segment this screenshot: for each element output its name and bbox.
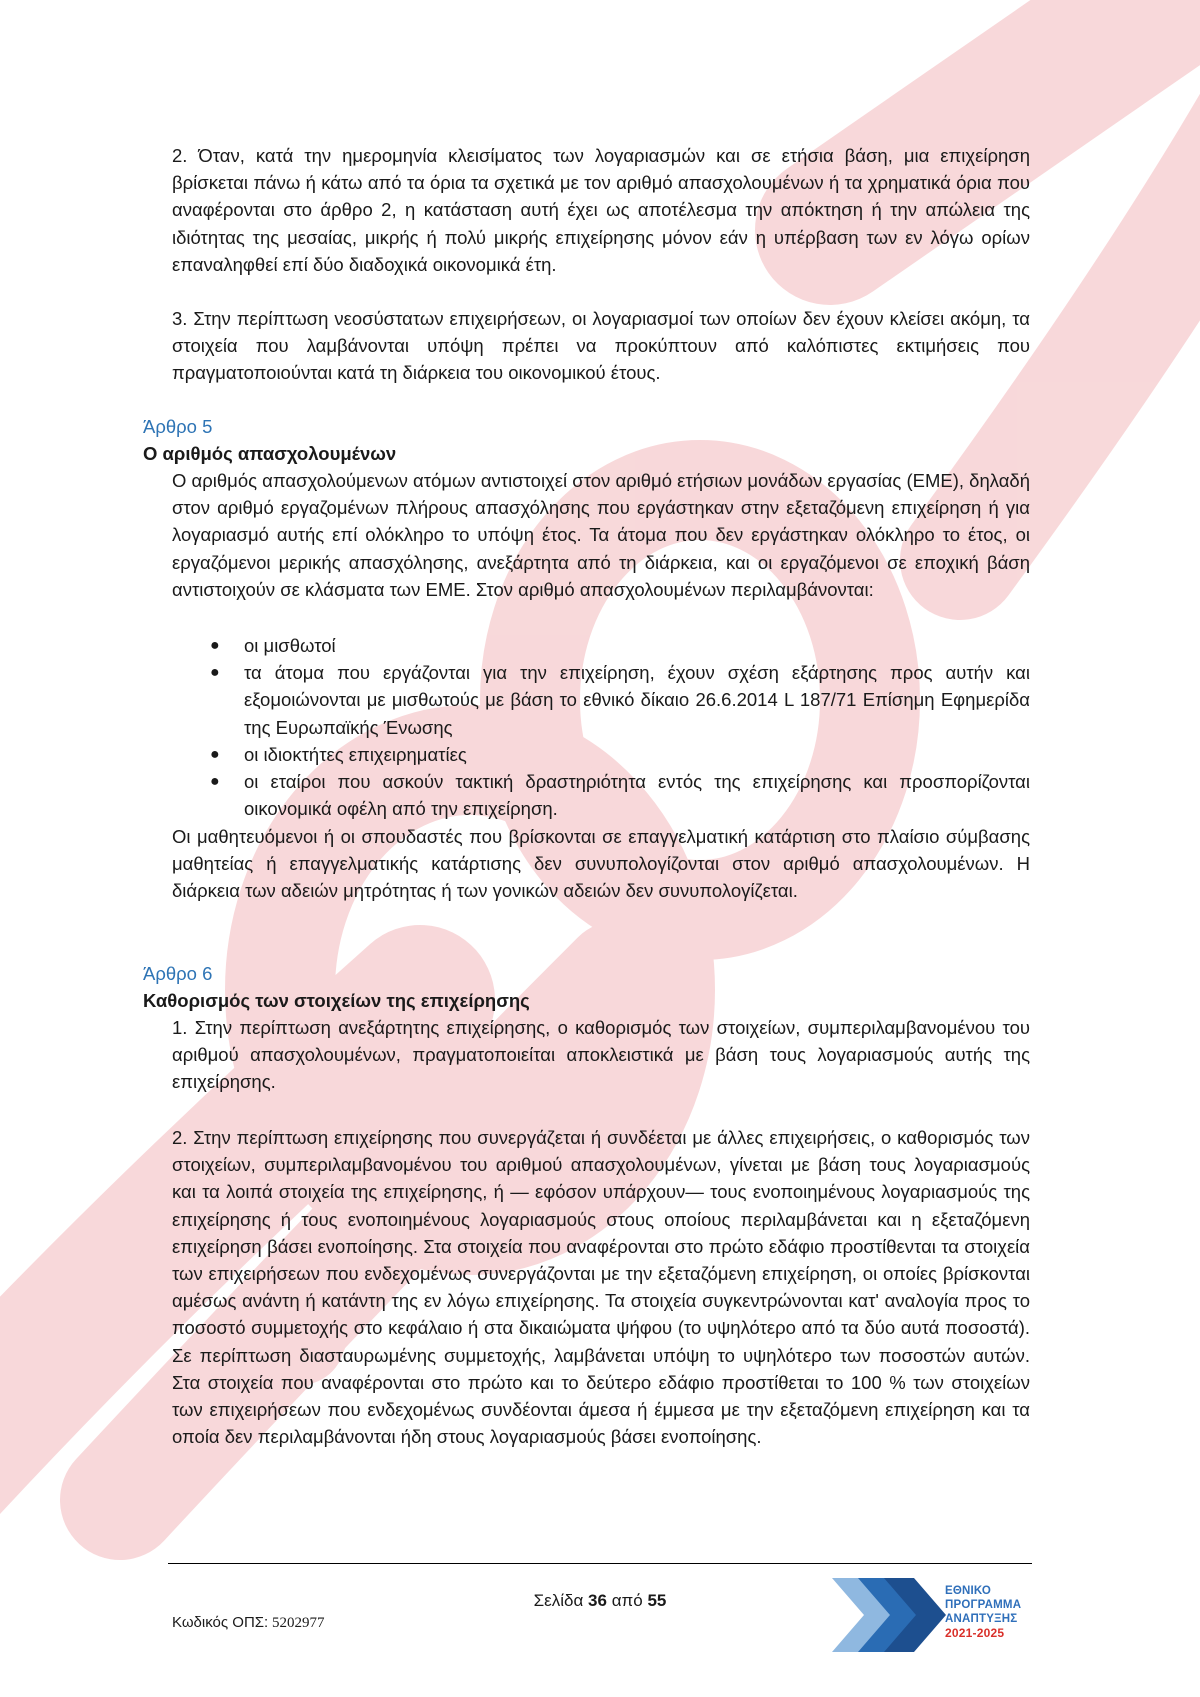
bullet-icon: ● (210, 637, 220, 654)
article-5-heading: Άρθρο 5 (143, 416, 213, 437)
list-item: ● τα άτομα που εργάζονται για την επιχείρηση, έχουν σχέση εξάρτησης προς αυτήν και εξομοιώνονται με μισθωτούς με βάση το εθνικό δίκαιο 26.6.2014 L 187/71 Επίσημη Εφημερίδα της Ευρωπαϊκής Ένωσης (172, 659, 1030, 741)
page-number: Σελίδα 36 από 55 (533, 1591, 667, 1610)
list-item: ● οι εταίροι που ασκούν τακτική δραστηριότητα εντός της επιχείρησης και προσπορίζονται οικονομικά οφέλη από την επιχείρηση. (172, 768, 1030, 822)
article-5-outro: Οι μαθητευόμενοι ή οι σπουδαστές που βρίσκονται σε επαγγελματική κατάρτιση στο πλαίσιο σύμβασης μαθητείας ή επαγγελματικής κατάρτισης δεν συνυπολογίζονται στον αριθμό απασχολουμένων. Η διάρκεια των αδειών μητρότητας ή των γονικών αδειών δεν συνυπολογίζεται. (172, 826, 1030, 902)
list-item: ● οι ιδιοκτήτες επιχειρηματίες (172, 741, 1030, 768)
paragraph-3: 3. Στην περίπτωση νεοσύστατων επιχειρήσεων, οι λογαριασμοί των οποίων δεν έχουν κλείσει ακόμη, τα στοιχεία που λαμβάνονται υπόψη πρέπει να προκύπτουν από καλόπιστες εκτιμήσεις που πραγματοποιούνται κατά τη διάρκεια του οικονομικού έτους. (172, 308, 1030, 384)
bullet-icon: ● (210, 664, 220, 682)
paragraph-2: 2. Όταν, κατά την ημερομηνία κλεισίματος των λογαριασμών και σε ετήσια βάση, μια επιχείρηση βρίσκεται πάνω ή κάτω από τα όρια τα σχετικά με τον αριθμό απασχολουμένων ή τα χρηματικά όρια που αναφέρονται στο άρθρο 2, η κατάσταση αυτή έχει ως αποτέλεσμα την απόκτηση ή την απώλεια της ιδιότητας της μεσαίας, μικρής ή πολύ μικρής επιχείρησης μόνον εάν η υπέρβαση των εν λόγω ορίων επαναληφθεί επί δύο διαδοχικά οικονομικά έτη. (172, 145, 1030, 275)
article-5-intro: Ο αριθμός απασχολούμενων ατόμων αντιστοιχεί στον αριθμό ετήσιων μονάδων εργασίας (ΕΜΕ), δηλαδή στον αριθμό εργαζομένων πλήρους απασχόλησης που εργάστηκαν στην εξεταζόμενη επιχείρηση ή για λογαριασμό αυτής επί ολόκληρο το υπόψη έτος. Τα άτομα που δεν εργάστηκαν ολόκληρο το έτος, οι εργαζόμενοι μερικής απασχόλησης, ανεξάρτητα από τη διάρκεια, και οι εργαζόμενοι σε εποχική βάση αντιστοιχούν σε κλάσματα των ΕΜΕ. Στον αριθμό απασχολουμένων περιλαμβάνονται: (172, 470, 1030, 600)
article-5-subtitle: Ο αριθμός απασχολουμένων (143, 443, 397, 464)
program-logo-text: ΕΘΝΙΚΟ ΠΡΟΓΡΑΜΜΑ ΑΝΑΠΤΥΞΗΣ 2021-2025 (945, 1585, 1022, 1640)
footer-divider (168, 1563, 1032, 1564)
article-6-heading: Άρθρο 6 (143, 963, 213, 984)
employee-categories-list (172, 632, 1030, 822)
article-6-subtitle: Καθορισμός των στοιχείων της επιχείρησης (143, 990, 530, 1011)
list-item: ● οι μισθωτοί (172, 632, 1030, 659)
bullet-icon: ● (210, 773, 220, 791)
article-6-paragraph-1: 1. Στην περίπτωση ανεξάρτητης επιχείρησης, ο καθορισμός των στοιχείων, συμπεριλαμβανομένου του αριθμού απασχολουμένων, πραγματοποιείται αποκλειστικά με βάση τους λογαριασμούς αυτής της επιχείρησης. (172, 1017, 1030, 1093)
article-6-paragraph-2: 2. Στην περίπτωση επιχείρησης που συνεργάζεται ή συνδέεται με άλλες επιχειρήσεις, ο καθορισμός των στοιχείων, συμπεριλαμβανομένου του αριθμού απασχολουμένων, γίνεται με βάση τους λογαριασμούς και τα λοιπά στοιχεία της επιχείρησης, ή — εφόσον υπάρχουν— τους ενοποιημένους λογαριασμούς της επιχείρησης ή τους ενοποιημένους λογαριασμούς στους οποίους περιλαμβάνεται και η εξεταζόμενη επιχείρηση βάσει ενοποίησης. Στα στοιχεία που αναφέρονται στο πρώτο εδάφιο προστίθενται τα στοιχεία των επιχειρήσεων που ενδεχομένως συνεργάζονται με την εξεταζόμενη επιχείρηση, οι οποίες βρίσκονται αμέσως ανάντη ή κατάντη της εν λόγω επιχείρησης. Τα στοιχεία συγκεντρώνονται κατ' αναλογία προς το ποσοστό συμμετοχής στο κεφάλαιο ή στα δικαιώματα ψήφου (το υψηλότερο από τα δύο αυτά ποσοστά). Σε περίπτωση διασταυρωμένης συμμετοχής, λαμβάνεται υπόψη το υψηλότερο των ποσοστών αυτών. Στα στοιχεία που αναφέρονται στο πρώτο και το δεύτερο εδάφιο προστίθεται το 100 % των στοιχείων των επιχειρήσεων που ενδεχομένως συνδέονται άμεσα ή έμμεσα με την εξεταζόμενη επιχείρηση και τα οποία δεν περιλαμβάνονται ήδη στους λογαριασμούς βάσει ενοποίησης. (172, 1127, 1030, 1448)
ops-code: Κωδικός ΟΠΣ: 5202977 (172, 1614, 325, 1631)
bullet-icon: ● (210, 745, 220, 763)
